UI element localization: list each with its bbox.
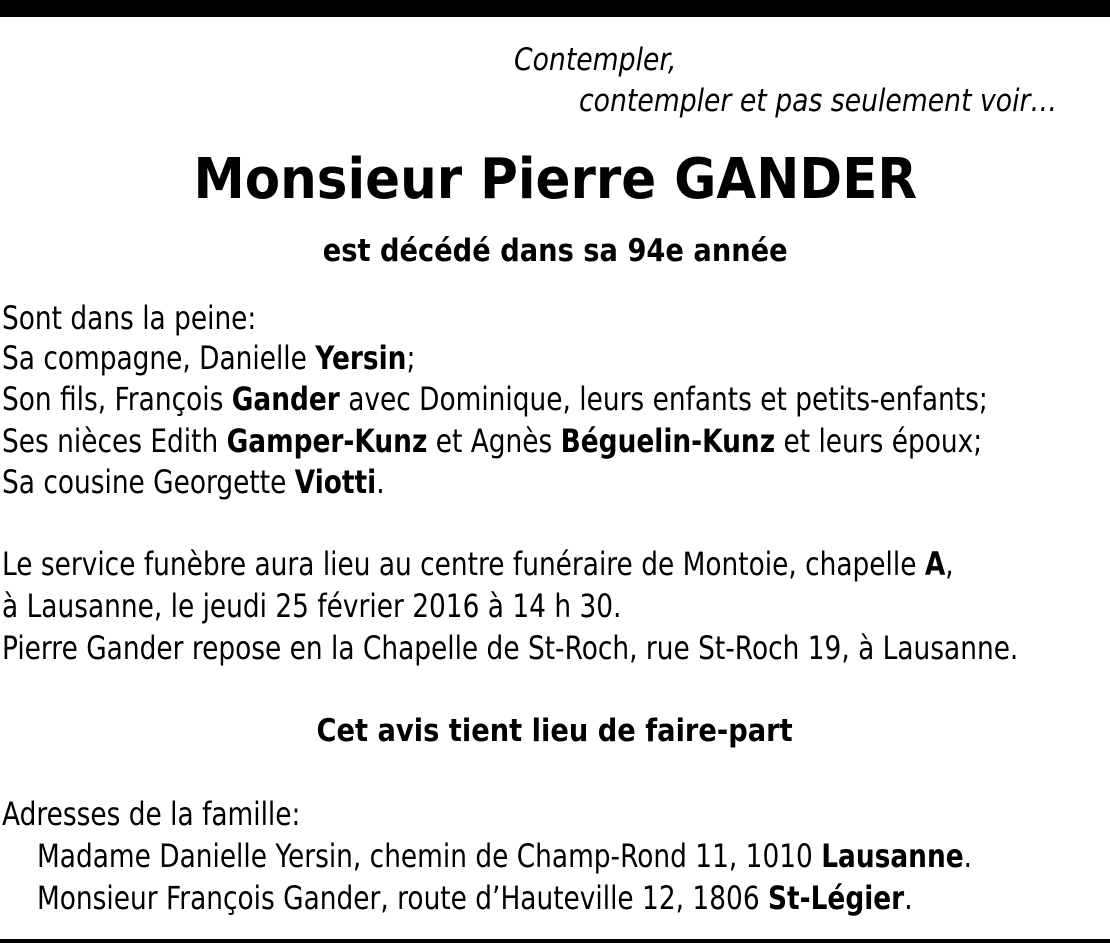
- age-subtitle: [0, 233, 1110, 269]
- age-subtitle-text: est décédé dans sa 94e année: [322, 233, 788, 269]
- epigraph-line-2: contempler et pas seulement voir…: [579, 83, 1058, 119]
- address-text: Madame Danielle Yersin, chemin de Champ-Rond 11, 1010: [37, 837, 822, 875]
- faire-part-notice-text: Cet avis tient lieu de faire-part: [316, 713, 794, 749]
- mourner-text: Sa cousine Georgette: [2, 463, 295, 501]
- service-text: Le service funèbre aura lieu au centre funéraire de Montoie, chapelle: [2, 545, 925, 583]
- mourner-surname: Gander: [231, 380, 340, 418]
- faire-part-notice: [0, 713, 1110, 749]
- service-text: ,: [945, 545, 954, 583]
- mourner-surname: Yersin: [315, 339, 407, 377]
- deceased-name-text: Monsieur Pierre GANDER: [193, 147, 917, 212]
- mourner-text: et Agnès: [427, 422, 561, 460]
- mourner-text: Ses nièces Edith: [2, 422, 227, 460]
- deceased-name: [0, 147, 1110, 212]
- top-border-rule: [0, 0, 1110, 17]
- service-line-1: [2, 545, 954, 583]
- mourner-text: .: [376, 463, 385, 501]
- address-text: Monsieur François Gander, route d’Hauteville 12, 1806: [37, 879, 769, 917]
- mourner-text: Son fils, François: [2, 380, 232, 418]
- address-text: .: [904, 879, 913, 917]
- mourner-line-companion: [2, 339, 416, 377]
- mourner-text: Sa compagne, Danielle: [2, 339, 316, 377]
- address-city: Lausanne: [821, 837, 964, 875]
- mourner-surname: Gamper-Kunz: [226, 422, 428, 460]
- mourner-text: ;: [406, 339, 416, 377]
- mourner-line-nieces: [2, 422, 983, 460]
- address-city: St-Légier: [768, 879, 905, 917]
- mourner-surname: Béguelin-Kunz: [560, 422, 776, 460]
- mourner-line-son: [2, 380, 988, 418]
- chapel-letter: A: [924, 545, 946, 583]
- address-text: .: [963, 837, 973, 875]
- service-line-2: à Lausanne, le jeudi 25 février 2016 à 14 h 30.: [2, 587, 622, 625]
- addresses-intro: Adresses de la famille:: [2, 795, 301, 833]
- mourner-line-cousin: [2, 463, 385, 501]
- mourner-text: et leurs époux;: [775, 422, 983, 460]
- mourner-surname: Viotti: [294, 463, 377, 501]
- address-line-2: [37, 879, 913, 917]
- epigraph-line-1: Contempler,: [514, 42, 677, 78]
- mourners-intro: Sont dans la peine:: [2, 299, 257, 337]
- service-line-3: Pierre Gander repose en la Chapelle de St-Roch, rue St-Roch 19, à Lausanne.: [2, 629, 1019, 667]
- mourner-text: avec Dominique, leurs enfants et petits-enfants;: [339, 380, 988, 418]
- address-line-1: [37, 837, 973, 875]
- bottom-border-rule: [0, 939, 1110, 943]
